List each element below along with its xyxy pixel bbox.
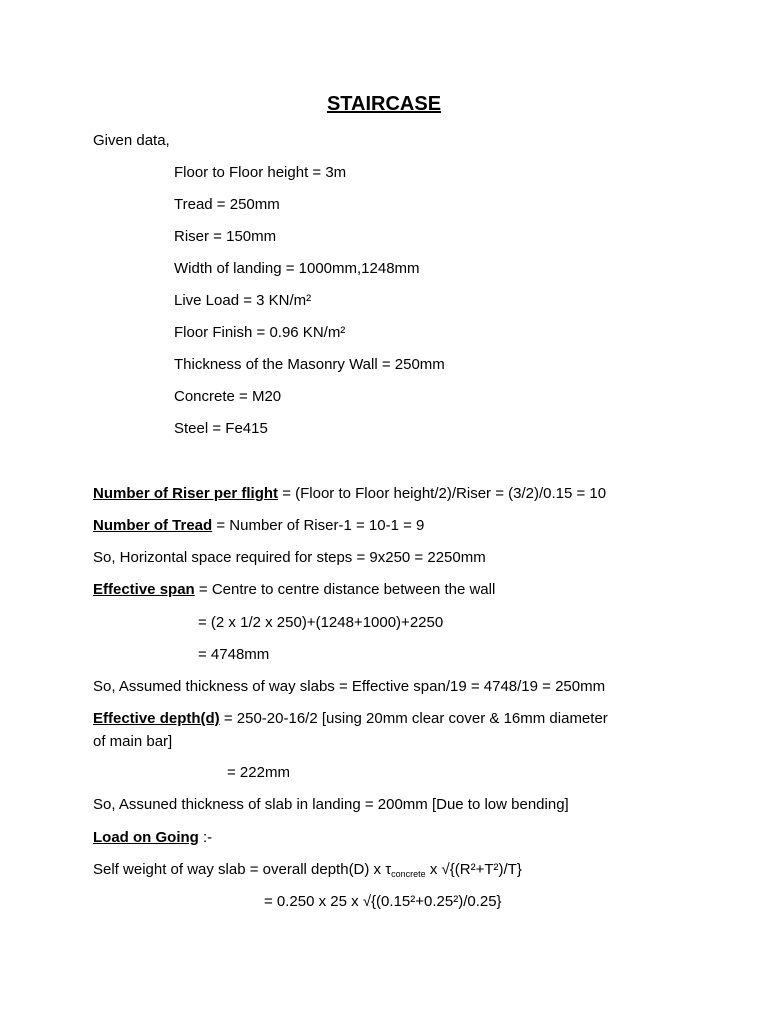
given-item: Steel = Fe415 (174, 420, 268, 437)
given-item: Concrete = M20 (174, 388, 282, 405)
load-on-going-label: Load on Going (93, 829, 199, 846)
given-data-heading: Given data, (93, 132, 170, 149)
risers-per-flight-text: = (Floor to Floor height/2)/Riser = (3/2)/0.15 = 10 (278, 485, 607, 502)
concrete-subscript: concrete (391, 869, 426, 879)
load-on-going-suffix: :- (198, 829, 213, 846)
effective-depth-continuation: of main bar] (93, 733, 173, 750)
number-of-tread-text: = Number of Riser-1 = 10-1 = 9 (212, 517, 425, 534)
effective-span-line (93, 580, 495, 600)
horizontal-space-line: So, Horizontal space required for steps = 9x250 = 2250mm (93, 549, 486, 566)
given-item: Width of landing = 1000mm,1248mm (174, 260, 420, 277)
number-of-tread-label: Number of Tread (93, 517, 213, 534)
load-on-going-heading (93, 828, 212, 848)
effective-depth-line (93, 709, 608, 729)
given-item: Floor to Floor height = 3m (174, 164, 347, 181)
given-item: Live Load = 3 KN/m² (174, 292, 312, 309)
effective-depth-label: Effective depth(d) (93, 710, 220, 727)
number-of-tread-line (93, 516, 424, 536)
effective-span-text: = Centre to centre distance between the wall (194, 581, 496, 598)
assumed-thickness-line: So, Assumed thickness of way slabs = Effective span/19 = 4748/19 = 250mm (93, 678, 606, 695)
given-item: Tread = 250mm (174, 196, 280, 213)
effective-depth-text: = 250-20-16/2 [using 20mm clear cover & 16mm diameter (219, 710, 608, 727)
given-item: Riser = 150mm (174, 228, 277, 245)
effective-span-calculation: = (2 x 1/2 x 250)+(1248+1000)+2250 (198, 614, 444, 631)
self-weight-suffix: x √{(R²+T²)/T} (425, 861, 522, 878)
page-title: STAIRCASE (326, 93, 442, 115)
effective-span-result: = 4748mm (198, 646, 270, 663)
risers-per-flight-line (93, 484, 606, 504)
risers-per-flight-label: Number of Riser per flight (93, 485, 279, 502)
given-item: Floor Finish = 0.96 KN/m² (174, 324, 346, 341)
self-weight-prefix: Self weight of way slab = overall depth(D) x τ (93, 861, 392, 878)
given-item: Thickness of the Masonry Wall = 250mm (174, 356, 445, 373)
self-weight-line (93, 860, 522, 884)
landing-thickness-line: So, Assuned thickness of slab in landing = 200mm [Due to low bending] (93, 796, 569, 813)
effective-span-label: Effective span (93, 581, 195, 598)
effective-depth-result: = 222mm (227, 764, 290, 781)
self-weight-calculation: = 0.250 x 25 x √{(0.15²+0.25²)/0.25} (264, 893, 502, 910)
